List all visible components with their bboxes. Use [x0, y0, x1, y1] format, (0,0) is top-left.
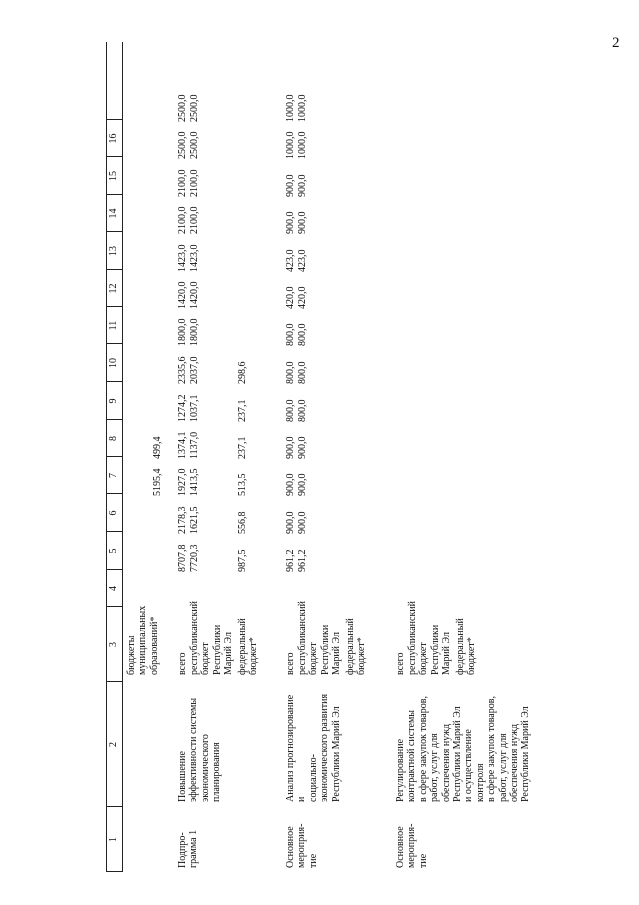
value-c5: 900,0: [285, 511, 296, 534]
main2-name-line: работ, услуг для: [429, 733, 441, 802]
header-number-10: 10: [108, 358, 119, 368]
value-c16: 2500,0: [177, 94, 188, 122]
header-number-14: 14: [108, 208, 119, 219]
main2-name-line: обеспечения нужд: [440, 723, 452, 802]
main2-name-line: и осуществление: [463, 729, 475, 802]
funding-source-line: Марий Эл: [331, 632, 343, 675]
header-number-12: 12: [108, 283, 119, 294]
value-c13: 2100,0: [189, 206, 200, 234]
sub1-kind-line: Подпро-: [177, 832, 188, 868]
header-top-line: [106, 42, 107, 872]
value-c16: 2500,0: [189, 94, 200, 122]
value-c9: 2335,6: [177, 356, 188, 384]
funding-source-line: федеральный: [345, 618, 356, 675]
sub1-kind-line: грамма 1: [188, 829, 200, 868]
value-c9: 298,6: [237, 361, 248, 384]
header-column-line: [106, 871, 122, 872]
header-number-5: 5: [108, 548, 119, 554]
value-c5: 900,0: [297, 511, 308, 534]
funding-source-line: бюджет: [200, 642, 212, 675]
value-c6: 1927,0: [177, 468, 188, 496]
value-c7: 1137,0: [189, 431, 200, 459]
value-c8: 1274,2: [177, 394, 188, 422]
value-c7: 900,0: [297, 436, 308, 459]
value-c11: 1420,0: [177, 281, 188, 309]
funding-source-line: муниципальных: [137, 605, 149, 675]
header-number-1: 1: [108, 837, 119, 842]
value-c6: 513,5: [237, 473, 248, 496]
header-column-line: [106, 681, 122, 682]
value-c14: 900,0: [285, 174, 296, 197]
main2-kind-line: Основное: [395, 826, 406, 868]
value-c10: 1800,0: [177, 318, 188, 346]
value-c6: 5195,4: [152, 468, 163, 496]
value-c15: 1000,0: [297, 131, 308, 159]
funding-source-line: образований*: [148, 616, 160, 675]
header-number-11: 11: [108, 320, 119, 331]
main2-name-line: контроля: [474, 763, 486, 802]
header-number-4: 4: [108, 586, 119, 591]
value-c15: 1000,0: [285, 131, 296, 159]
sub1-name-line: Повышение: [177, 751, 188, 802]
value-c12: 423,0: [285, 249, 296, 272]
main1-kind-line: тие: [307, 853, 319, 868]
funding-source-line: республиканский: [297, 600, 308, 675]
funding-source-line: федеральный: [237, 618, 248, 675]
value-c7: 1374,1: [177, 431, 188, 459]
value-c9: 2037,0: [189, 356, 200, 384]
funding-source-line: Марий Эл: [441, 632, 453, 675]
main2-name-line: работ, услуг для: [497, 733, 509, 802]
sub1-name-line: эффективности системы: [188, 697, 200, 802]
funding-source-line: бюджет*: [248, 637, 260, 675]
value-c16: 1000,0: [285, 94, 296, 122]
funding-source-line: республиканский: [407, 600, 418, 675]
main2-name-line: в сфере закупок товаров,: [417, 696, 429, 802]
value-c4: 8707,8: [177, 544, 188, 572]
value-c8: 800,0: [285, 399, 296, 422]
value-c4: 961,2: [285, 549, 296, 572]
value-c6: 900,0: [297, 473, 308, 496]
value-c4: 987,5: [237, 549, 248, 572]
main2-name-line: контрактной системы: [406, 709, 418, 802]
page-number: 2: [612, 35, 620, 51]
value-c5: 2178,3: [177, 506, 188, 534]
funding-source-line: Марий Эл: [223, 632, 235, 675]
value-c11: 420,0: [297, 286, 308, 309]
funding-source-line: бюджет: [308, 642, 320, 675]
funding-source-line: Республики: [319, 624, 331, 675]
value-c4: 7720,3: [189, 544, 200, 572]
value-c4: 961,2: [297, 549, 308, 572]
value-c12: 423,0: [297, 249, 308, 272]
main2-name-line: в сфере закупок товаров,: [486, 696, 498, 802]
funding-source-line: всего: [285, 652, 296, 675]
value-c13: 900,0: [297, 211, 308, 234]
value-c5: 556,8: [237, 511, 248, 534]
header-number-2: 2: [108, 742, 119, 747]
funding-source-line: бюджет*: [356, 637, 368, 675]
funding-source-line: республиканский: [189, 600, 200, 675]
value-c16: 1000,0: [297, 94, 308, 122]
funding-source-line: бюджет*: [466, 637, 478, 675]
value-c11: 1420,0: [189, 281, 200, 309]
value-c13: 2100,0: [177, 206, 188, 234]
main2-name-line: Республики Марий Эл: [452, 706, 463, 802]
value-c14: 900,0: [297, 174, 308, 197]
funding-source-line: всего: [177, 652, 188, 675]
header-number-7: 7: [108, 473, 119, 478]
header-column-line: [106, 806, 122, 807]
funding-source-line: всего: [395, 652, 406, 675]
funding-source-line: федеральный: [455, 618, 466, 675]
header-number-6: 6: [108, 510, 119, 516]
main1-name-line: социально-: [307, 754, 319, 802]
main2-name-line: обеспечения нужд: [509, 723, 520, 802]
value-c15: 2500,0: [189, 131, 200, 159]
main1-kind-line: Основное: [285, 826, 296, 868]
main1-name-line: экономического развития: [319, 693, 331, 802]
header-number-9: 9: [108, 398, 119, 404]
value-c13: 900,0: [285, 211, 296, 234]
value-c14: 2100,0: [189, 169, 200, 197]
value-c10: 800,0: [285, 323, 296, 346]
header-number-3: 3: [108, 642, 119, 647]
main1-kind-line: мероприя-: [296, 823, 308, 868]
funding-source-line: бюджет: [418, 642, 430, 675]
sub1-name-line: экономического: [199, 734, 211, 802]
value-c10: 800,0: [297, 323, 308, 346]
value-c8: 800,0: [297, 399, 308, 422]
value-c7: 499,4: [152, 436, 163, 459]
value-c15: 2500,0: [177, 131, 188, 159]
main1-name-line: Анализ прогнозирование: [285, 694, 296, 802]
value-c8: 1037,1: [189, 394, 200, 422]
value-c9: 800,0: [285, 361, 296, 384]
value-c14: 2100,0: [177, 169, 188, 197]
funding-source-line: Республики: [429, 624, 441, 675]
main1-name-line: Республики Марий Эл: [330, 706, 342, 802]
main2-kind-line: мероприя-: [406, 823, 418, 868]
header-number-16: 16: [108, 133, 119, 144]
funding-source-line: Республики: [211, 624, 223, 675]
main2-kind-line: тие: [417, 853, 429, 868]
value-c7: 237,1: [237, 436, 248, 459]
sub1-name-line: планирования: [211, 742, 223, 802]
value-c12: 1423,0: [177, 244, 188, 272]
main2-name-line: Регулирование: [395, 738, 406, 802]
main1-name-line: и: [296, 796, 308, 802]
header-number-15: 15: [108, 171, 119, 181]
main2-name-line: Республики Марий Эл: [520, 706, 532, 802]
header-bottom-line: [122, 42, 123, 872]
header-number-8: 8: [108, 436, 119, 441]
value-c12: 1423,0: [189, 244, 200, 272]
value-c6: 1413,5: [189, 468, 200, 496]
value-c7: 900,0: [285, 436, 296, 459]
budget-table: [106, 42, 532, 872]
value-c5: 1621,5: [189, 506, 200, 534]
value-c10: 1800,0: [189, 318, 200, 346]
value-c8: 237,1: [237, 399, 248, 422]
value-c11: 420,0: [285, 286, 296, 309]
header-number-13: 13: [108, 246, 119, 256]
value-c9: 800,0: [297, 361, 308, 384]
value-c6: 900,0: [285, 473, 296, 496]
funding-source-line: бюджеты: [126, 635, 137, 675]
